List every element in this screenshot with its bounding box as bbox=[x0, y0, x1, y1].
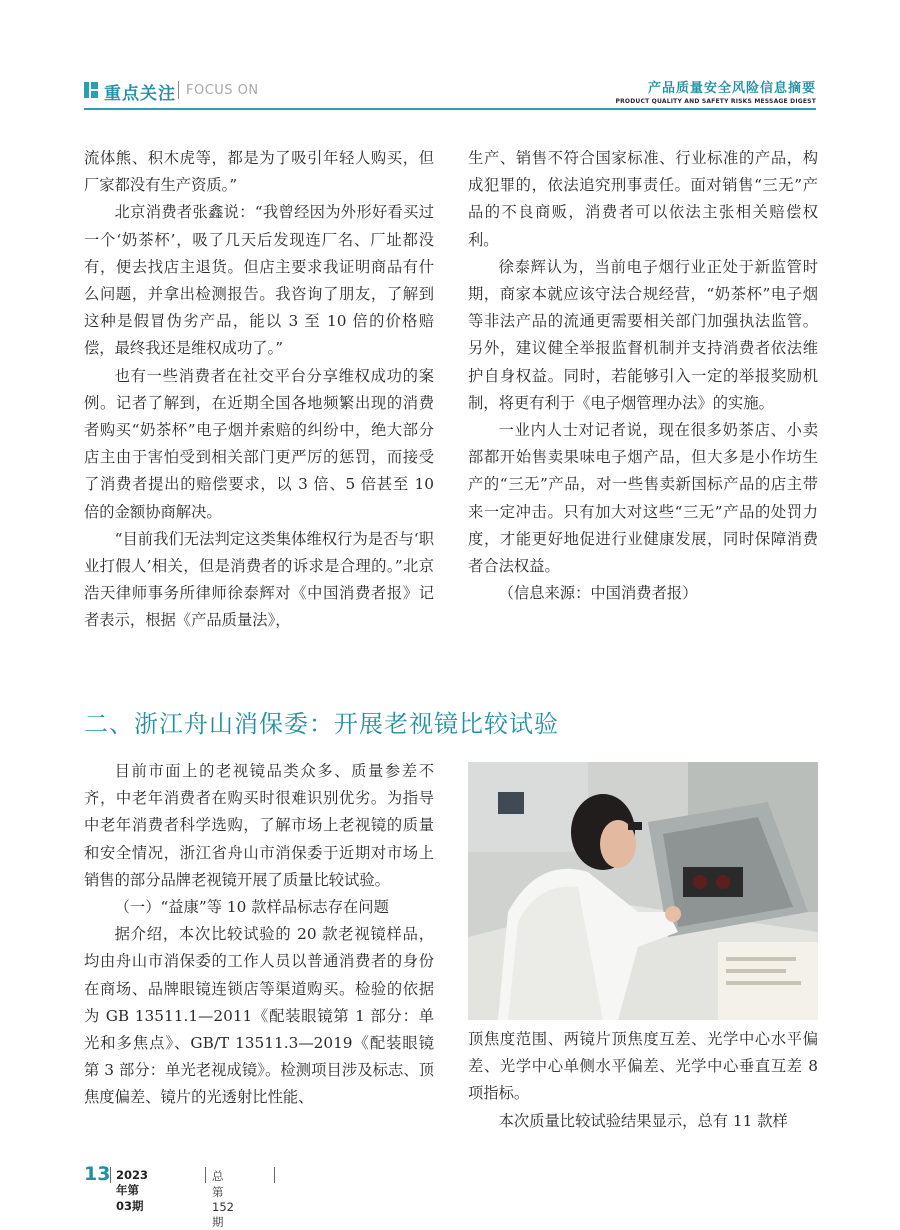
digest-title-cn: 产品质量安全风险信息摘要 bbox=[647, 81, 816, 96]
footer-divider bbox=[205, 1167, 206, 1183]
paragraph: 顶焦度范围、两镜片顶焦度互差、光学中心水平偏差、光学中心单侧水平偏差、光学中心垂直互差 8 项指标。 bbox=[468, 1030, 818, 1103]
paragraph: 本次质量比较试验结果显示，总有 11 款样 bbox=[498, 1111, 788, 1130]
section-heading: 二、浙江舟山消保委：开展老视镜比较试验 bbox=[84, 710, 559, 738]
paragraph: 流体熊、积木虎等，都是为了吸引年轻人购买，但厂家都没有生产资质。” bbox=[84, 149, 434, 195]
paragraph: 目前市面上的老视镜品类众多、质量参差不齐，中老年消费者在购买时很难识别优劣。为指导中老年消费者科学选购，了解市场上老视镜的质量和安全情况，浙江省舟山市消保委于近期对市场上销售的部分品牌老视镜开展了质量比较试验。 bbox=[84, 762, 434, 889]
source-note: （信息来源：中国消费者报） bbox=[498, 584, 698, 603]
column-title-en: FOCUS ON bbox=[186, 83, 259, 98]
page-number: 13 bbox=[84, 1163, 111, 1185]
issue-label: 2023年第03期 bbox=[116, 1168, 149, 1213]
digest-title-en: PRODUCT QUALITY AND SAFETY RISKS MESSAGE DIGEST bbox=[615, 98, 816, 105]
total-issue-label: 总第152期 bbox=[212, 1169, 234, 1229]
paragraph: 生产、销售不符合国家标准、行业标准的产品，构成犯罪的，依法追究刑事责任。面对销售“三无”产品的不良商贩，消费者可以依法主张相关赔偿权利。 bbox=[468, 149, 818, 249]
footer-divider bbox=[274, 1167, 275, 1183]
paragraph: 北京消费者张鑫说：“我曾经因为外形好看买过一个‘奶茶杯’，吸了几天后发现连厂名、厂址都没有，便去找店主退货。但店主要求我证明商品有什么问题，并拿出检测报告。我咨询了朋友，了解到这种是假冒伪劣产品，能以 3 至 10 倍的价格赔偿，最终我还是维权成功了。” bbox=[84, 203, 434, 358]
paragraph: “目前我们无法判定这类集体维权行为是否与‘职业打假人’相关，但是消费者的诉求是合理的。”北京浩天律师事务所律师徐泰辉对《中国消费者报》记者表示，根据《产品质量法》， bbox=[84, 529, 434, 630]
right-column-bottom bbox=[468, 1026, 818, 1135]
footer-divider bbox=[110, 1167, 111, 1183]
column-title: 重点关注 bbox=[104, 84, 176, 104]
left-column-top bbox=[84, 145, 434, 635]
page-header bbox=[0, 0, 900, 110]
header-divider bbox=[178, 81, 179, 99]
header-rule bbox=[84, 108, 816, 110]
paragraph: 也有一些消费者在社交平台分享维权成功的案例。记者了解到，在近期全国各地频繁出现的消费者购买“奶茶杯”电子烟并索赔的纠纷中，绝大部分店主由于害怕受到相关部门更严厉的惩罚，而接受了消费者提出的赔偿要求，以 3 倍、5 倍甚至 10 倍的金额协商解决。 bbox=[84, 366, 434, 521]
section-marker-icon bbox=[84, 82, 98, 98]
left-column-bottom bbox=[84, 758, 434, 1112]
lab-testing-photo bbox=[468, 762, 818, 1020]
sub-heading: （一）“益康”等 10 款样品标志存在问题 bbox=[114, 898, 389, 917]
paragraph: 据介绍，本次比较试验的 20 款老视镜样品，均由舟山市消保委的工作人员以普通消费者的身份在商场、品牌眼镜连锁店等渠道购买。检验的依据为 GB 13511.1—2011《配装眼镜第 1 部分：单光和多焦点》、GB/T 13511.3—2019《配装眼镜第 3 部分：单光老视成镜》。检测项目涉及标志、顶焦度偏差、镜片的光透射比性能、 bbox=[84, 925, 434, 1107]
paragraph: 徐泰辉认为，当前电子烟行业正处于新监管时期，商家本就应该守法合规经营，“奶茶杯”电子烟等非法产品的流通更需要相关部门加强执法监管。另外，建议健全举报监督机制并支持消费者依法维护自身权益。同时，若能够引入一定的举报奖励机制，将更有利于《电子烟管理办法》的实施。 bbox=[468, 257, 818, 412]
digest-label bbox=[616, 77, 816, 105]
right-column-top bbox=[468, 145, 818, 607]
paragraph: 一业内人士对记者说，现在很多奶茶店、小卖部都开始售卖果味电子烟产品，但大多是小作坊生产的“三无”产品，对一些售卖新国标产品的店主带来一定冲击。只有加大对这些“三无”产品的处罚力度，才能更好地促进行业健康发展，同时保障消费者合法权益。 bbox=[468, 421, 818, 576]
